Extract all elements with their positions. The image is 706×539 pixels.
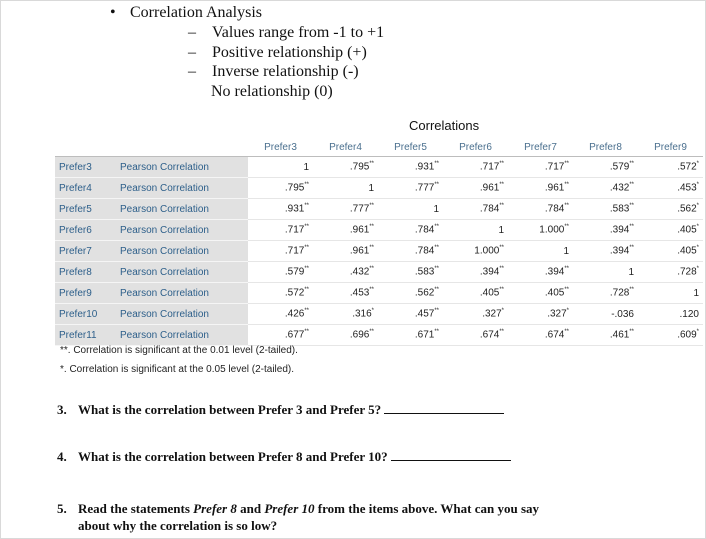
significance-marker: ** [304, 224, 309, 231]
significance-marker: ** [304, 287, 309, 294]
table-cell [638, 304, 703, 325]
table-cell [378, 262, 443, 283]
significance-marker: ** [564, 329, 569, 336]
significance-marker: ** [629, 182, 634, 189]
table-cell [573, 325, 638, 346]
cell-value: .784 [479, 203, 500, 215]
significance-marker: ** [369, 266, 374, 273]
column-header: Prefer4 [313, 138, 378, 157]
significance-marker: * [501, 308, 504, 315]
table-cell [313, 220, 378, 241]
significance-marker: ** [629, 224, 634, 231]
table-cell [638, 220, 703, 241]
significance-marker: ** [564, 182, 569, 189]
question-5-line2: about why the correlation is so low? [78, 518, 278, 533]
table-cell [573, 199, 638, 220]
table-cell [508, 262, 573, 283]
table-header-row [55, 138, 703, 157]
cell-value: .677 [284, 329, 305, 341]
cell-value: .457 [414, 308, 435, 320]
table-cell [443, 199, 508, 220]
cell-value: .405 [677, 224, 697, 236]
table-cell [638, 178, 703, 199]
table-cell [638, 157, 703, 178]
significance-marker: ** [629, 161, 634, 168]
significance-marker: ** [629, 203, 634, 210]
cell-value: .316 [352, 308, 372, 320]
cell-value: .579 [284, 266, 305, 278]
row-label: Prefer7 [55, 241, 120, 262]
list-item: – Positive relationship (+) [188, 44, 367, 61]
significance-marker: ** [499, 203, 504, 210]
footnote-001: **. Correlation is significant at the 0.01 level (2-tailed). [60, 345, 298, 356]
cell-value: .572 [677, 161, 697, 173]
row-label: Prefer6 [55, 220, 120, 241]
table-cell [638, 262, 703, 283]
table-cell [508, 220, 573, 241]
significance-marker: ** [499, 329, 504, 336]
table-cell [508, 178, 573, 199]
significance-marker: ** [629, 287, 634, 294]
table-row [55, 220, 703, 241]
table-cell [638, 199, 703, 220]
cell-value: .394 [609, 245, 630, 257]
row-statistic: Pearson Correlation [120, 178, 248, 199]
cell-value: 1 [498, 224, 504, 236]
cell-value: .405 [544, 287, 565, 299]
table-cell [378, 283, 443, 304]
cell-value: 1 [368, 182, 374, 194]
cell-value: .562 [677, 203, 697, 215]
cell-value: 1 [693, 287, 699, 299]
significance-marker: ** [304, 182, 309, 189]
significance-marker: ** [434, 182, 439, 189]
table-cell [313, 178, 378, 199]
significance-marker: ** [499, 182, 504, 189]
cell-value: .674 [479, 329, 500, 341]
significance-marker: ** [369, 245, 374, 252]
table-cell [248, 199, 313, 220]
cell-value: .784 [414, 245, 435, 257]
cell-value: 1 [628, 266, 634, 278]
table-cell [443, 220, 508, 241]
cell-value: .426 [284, 308, 305, 320]
significance-marker: * [696, 266, 699, 273]
table-cell [573, 262, 638, 283]
row-label: Prefer10 [55, 304, 120, 325]
row-label: Prefer11 [55, 325, 120, 346]
row-statistic: Pearson Correlation [120, 199, 248, 220]
significance-marker: * [566, 308, 569, 315]
table-cell [378, 325, 443, 346]
bullet-icon: • [110, 4, 116, 21]
table-cell [443, 262, 508, 283]
table-cell [573, 283, 638, 304]
table-row [55, 178, 703, 199]
significance-marker: ** [304, 266, 309, 273]
cell-value: .728 [609, 287, 630, 299]
cell-value: .453 [677, 182, 697, 194]
answer-blank[interactable] [384, 401, 504, 414]
significance-marker: ** [369, 161, 374, 168]
significance-marker: ** [564, 266, 569, 273]
column-header: Prefer3 [248, 138, 313, 157]
dash-icon: – [188, 63, 196, 80]
row-label: Prefer3 [55, 157, 120, 178]
table-cell [248, 157, 313, 178]
table-row [55, 325, 703, 346]
significance-marker: ** [304, 245, 309, 252]
significance-marker: ** [434, 287, 439, 294]
significance-marker: ** [369, 287, 374, 294]
table-cell [443, 283, 508, 304]
cell-value: .579 [609, 161, 630, 173]
table-cell [508, 199, 573, 220]
cell-value: .120 [679, 308, 699, 320]
table-cell [638, 283, 703, 304]
table-cell [638, 241, 703, 262]
cell-value: .777 [349, 203, 370, 215]
row-label: Prefer4 [55, 178, 120, 199]
row-statistic: Pearson Correlation [120, 241, 248, 262]
significance-marker: ** [304, 203, 309, 210]
significance-marker: * [696, 245, 699, 252]
question-5: 5. Read the statements Prefer 8 and Prefer 10 from the items above. What can you say [57, 501, 540, 516]
cell-value: .717 [284, 245, 305, 257]
significance-marker: ** [629, 329, 634, 336]
significance-marker: ** [629, 245, 634, 252]
significance-marker: ** [434, 308, 439, 315]
cell-value: .795 [284, 182, 305, 194]
cell-value: .717 [284, 224, 305, 236]
table-cell [248, 325, 313, 346]
column-header: Prefer8 [573, 138, 638, 157]
table-cell [508, 325, 573, 346]
dash-icon: – [188, 24, 196, 41]
cell-value: .609 [677, 329, 697, 341]
table-cell [248, 304, 313, 325]
table-row [55, 283, 703, 304]
table-cell [573, 241, 638, 262]
column-header: Prefer9 [638, 138, 703, 157]
significance-marker: ** [564, 287, 569, 294]
cell-value: .674 [544, 329, 565, 341]
significance-marker: ** [369, 329, 374, 336]
cell-value: .931 [414, 161, 435, 173]
question-4: 4. What is the correlation between Prefer 8 and Prefer 10? [57, 448, 511, 465]
table-row [55, 304, 703, 325]
significance-marker: ** [369, 224, 374, 231]
row-label: Prefer9 [55, 283, 120, 304]
table-cell [313, 325, 378, 346]
table-cell [443, 325, 508, 346]
significance-marker: * [696, 224, 699, 231]
cell-value: .432 [609, 182, 630, 194]
cell-value: .777 [414, 182, 435, 194]
cell-value: .394 [609, 224, 630, 236]
cell-value: .453 [349, 287, 370, 299]
cell-value: .961 [544, 182, 565, 194]
cell-value: -.036 [611, 308, 634, 320]
row-label: Prefer8 [55, 262, 120, 283]
cell-value: 1.000 [474, 245, 500, 257]
cell-value: 1 [563, 245, 569, 257]
cell-value: .583 [414, 266, 435, 278]
significance-marker: ** [369, 203, 374, 210]
cell-value: .961 [349, 224, 370, 236]
cell-value: .795 [349, 161, 370, 173]
significance-marker: ** [434, 161, 439, 168]
question-3: 3. What is the correlation between Prefer 3 and Prefer 5? [57, 401, 504, 418]
table-cell [573, 220, 638, 241]
significance-marker: ** [564, 224, 569, 231]
column-header: Prefer7 [508, 138, 573, 157]
cell-value: 1 [303, 161, 309, 173]
significance-marker: ** [564, 203, 569, 210]
table-cell [508, 241, 573, 262]
significance-marker: ** [434, 224, 439, 231]
row-statistic: Pearson Correlation [120, 157, 248, 178]
table-cell [313, 304, 378, 325]
table-cell [313, 241, 378, 262]
table-cell [313, 157, 378, 178]
table-title: Correlations [409, 118, 480, 133]
cell-value: 1 [433, 203, 439, 215]
table-cell [573, 157, 638, 178]
row-statistic: Pearson Correlation [120, 220, 248, 241]
table-cell [313, 262, 378, 283]
cell-value: .696 [349, 329, 370, 341]
cell-value: 1.000 [539, 224, 565, 236]
row-statistic: Pearson Correlation [120, 325, 248, 346]
table-cell [508, 283, 573, 304]
column-header: Prefer5 [378, 138, 443, 157]
significance-marker: * [696, 182, 699, 189]
significance-marker: ** [499, 287, 504, 294]
table-cell [443, 241, 508, 262]
cell-value: .405 [677, 245, 697, 257]
list-item: – Inverse relationship (-) [188, 63, 359, 80]
cell-value: .394 [479, 266, 500, 278]
table-cell [443, 178, 508, 199]
cell-value: .728 [677, 266, 697, 278]
cell-value: .784 [414, 224, 435, 236]
answer-blank[interactable] [391, 448, 511, 461]
significance-marker: * [696, 203, 699, 210]
table-cell [508, 157, 573, 178]
significance-marker: * [371, 308, 374, 315]
table-cell [313, 283, 378, 304]
table-cell [443, 304, 508, 325]
table-cell [378, 178, 443, 199]
footnote-005: *. Correlation is significant at the 0.05 level (2-tailed). [60, 364, 295, 375]
heading-text: Correlation Analysis [130, 4, 262, 21]
column-header: Prefer6 [443, 138, 508, 157]
significance-marker: * [696, 329, 699, 336]
significance-marker: ** [434, 245, 439, 252]
row-statistic: Pearson Correlation [120, 283, 248, 304]
significance-marker: ** [304, 308, 309, 315]
significance-marker: ** [434, 329, 439, 336]
row-statistic: Pearson Correlation [120, 262, 248, 283]
significance-marker: ** [434, 266, 439, 273]
table-cell [378, 241, 443, 262]
cell-value: .461 [609, 329, 630, 341]
table-cell [248, 262, 313, 283]
significance-marker: ** [499, 266, 504, 273]
section-heading [110, 4, 262, 22]
table-cell [248, 220, 313, 241]
table-cell [638, 325, 703, 346]
table-cell [378, 199, 443, 220]
table-row [55, 157, 703, 178]
list-item-extra: No relationship (0) [211, 83, 333, 100]
cell-value: .961 [479, 182, 500, 194]
table-row [55, 241, 703, 262]
cell-value: .784 [544, 203, 565, 215]
table-row [55, 199, 703, 220]
table-cell [248, 283, 313, 304]
significance-marker: ** [499, 245, 504, 252]
significance-marker: ** [499, 161, 504, 168]
table-cell [313, 199, 378, 220]
cell-value: .327 [482, 308, 502, 320]
table-cell [378, 157, 443, 178]
cell-value: .562 [414, 287, 435, 299]
table-cell [248, 241, 313, 262]
table-cell [378, 220, 443, 241]
row-statistic: Pearson Correlation [120, 304, 248, 325]
significance-marker: ** [304, 329, 309, 336]
table-cell [443, 157, 508, 178]
cell-value: .432 [349, 266, 370, 278]
table-cell [573, 304, 638, 325]
table-cell [248, 178, 313, 199]
significance-marker: * [696, 161, 699, 168]
cell-value: .931 [284, 203, 305, 215]
cell-value: .583 [609, 203, 630, 215]
cell-value: .717 [544, 161, 565, 173]
correlations-table [55, 138, 703, 346]
significance-marker: ** [564, 161, 569, 168]
table-cell [378, 304, 443, 325]
row-label: Prefer5 [55, 199, 120, 220]
cell-value: .671 [414, 329, 435, 341]
cell-value: .572 [284, 287, 305, 299]
table-cell [573, 178, 638, 199]
cell-value: .717 [479, 161, 500, 173]
table-row [55, 262, 703, 283]
table-cell [508, 304, 573, 325]
cell-value: .394 [544, 266, 565, 278]
list-item: – Values range from -1 to +1 [188, 24, 385, 41]
cell-value: .961 [349, 245, 370, 257]
cell-value: .327 [547, 308, 567, 320]
cell-value: .405 [479, 287, 500, 299]
dash-icon: – [188, 44, 196, 61]
